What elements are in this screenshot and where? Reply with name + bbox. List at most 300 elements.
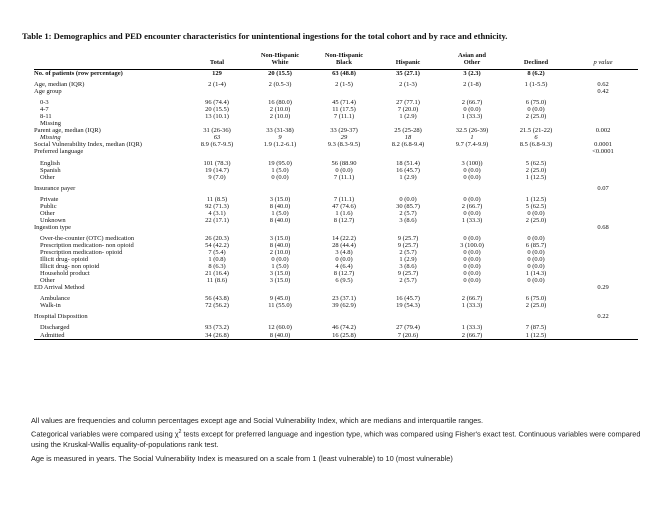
row-label: No. of patients (row percentage) <box>34 70 123 77</box>
table-row <box>34 256 638 263</box>
value-cell: 2 (1-8) <box>463 81 481 89</box>
table-row <box>34 210 638 217</box>
table-row <box>34 88 638 95</box>
value-cell: 0 (0.0) <box>463 195 481 203</box>
value-cell: 11 (8.5) <box>206 195 228 203</box>
p-value-cell <box>568 120 638 127</box>
value-cell: 1 (33.3) <box>461 324 483 332</box>
value-cell: 2 (5.7) <box>399 209 417 217</box>
p-value-cell <box>568 156 638 167</box>
p-value-cell <box>568 217 638 224</box>
value-cell: 31 (26-36) <box>203 127 231 135</box>
value-cell: 9 (25.7) <box>397 270 419 278</box>
p-value-cell <box>568 210 638 217</box>
value-cell <box>186 148 248 155</box>
value-cell: 16 (80.0) <box>268 99 292 107</box>
value-cell: 46 (74.2) <box>332 324 356 332</box>
value-cell: 3 (15.0) <box>269 195 291 203</box>
header-cell: Non-Hispanic White <box>260 52 300 66</box>
value-cell: 8 (12.7) <box>333 270 355 278</box>
value-cell: 96 (74.4) <box>205 99 229 107</box>
table-row <box>34 320 638 331</box>
value-cell: 6 (75.0) <box>525 295 547 303</box>
value-cell: 0 (0.0) <box>335 166 353 174</box>
value-cell: 3 (15.0) <box>269 277 291 285</box>
value-cell: 0 (0.0) <box>527 256 545 264</box>
value-cell: 5 (62.5) <box>525 159 547 167</box>
value-cell: 8 (40.0) <box>269 241 291 249</box>
table-row <box>34 217 638 224</box>
value-cell: 0 (0.0) <box>463 106 481 114</box>
value-cell: 0 (0.0) <box>463 249 481 257</box>
value-cell: 63 <box>213 134 221 142</box>
value-cell: 129 <box>212 70 222 77</box>
p-value-cell <box>568 249 638 256</box>
table-row <box>34 70 638 78</box>
table-row <box>34 141 638 148</box>
row-label: Other <box>40 277 55 285</box>
value-cell: 8.2 (6.8-9.4) <box>391 141 425 149</box>
value-cell <box>376 148 440 155</box>
value-cell: 1 (14.3) <box>525 270 547 278</box>
value-cell: 3 (8.6) <box>399 216 417 224</box>
row-label: Prescription medication- opioid <box>40 249 123 257</box>
row-label: Ingestion type <box>34 223 72 231</box>
value-cell: 72 (56.2) <box>205 302 229 310</box>
value-cell: 8 (40.0) <box>269 216 291 224</box>
value-cell: 7 (11.1) <box>333 173 355 181</box>
value-cell: 0 (0.0) <box>527 106 545 114</box>
p-value-cell <box>568 167 638 174</box>
table-row <box>34 134 638 141</box>
value-cell: 3 (100)) <box>461 159 483 167</box>
table-row <box>34 174 638 181</box>
value-cell: 1 (2.9) <box>399 113 417 121</box>
p-value-cell: 0.29 <box>597 284 609 292</box>
value-cell <box>376 284 440 291</box>
row-label: Other <box>40 209 55 217</box>
value-cell: 0 (0.0) <box>463 166 481 174</box>
value-cell: 2 (10.0) <box>269 106 291 114</box>
value-cell: 19 (14.7) <box>205 166 229 174</box>
value-cell: 16 (45.7) <box>396 166 420 174</box>
value-cell: 8 (6.3) <box>208 263 226 271</box>
p-value-cell <box>568 270 638 277</box>
row-label: Private <box>40 195 59 203</box>
value-cell: 0 (0.0) <box>463 277 481 285</box>
value-cell <box>440 88 504 95</box>
value-cell: 1 (5.0) <box>271 209 289 217</box>
value-cell: 1 (33.3) <box>461 302 483 310</box>
demographics-table-container <box>34 52 638 340</box>
row-label: Discharged <box>40 324 70 332</box>
row-label: English <box>40 159 60 167</box>
value-cell: 18 (51.4) <box>396 159 420 167</box>
row-label: 8-11 <box>40 113 52 121</box>
p-value-cell: 0.0001 <box>594 141 612 149</box>
value-cell: 39 (62.9) <box>332 302 356 310</box>
row-label: Age, median (IQR) <box>34 81 85 89</box>
value-cell: 3 (100.0) <box>460 241 484 249</box>
table-row <box>34 309 638 320</box>
value-cell: 9 (25.7) <box>397 241 419 249</box>
header-cell: Declined <box>523 59 549 66</box>
note-superscript: 2 <box>178 428 182 435</box>
table-row <box>34 120 638 127</box>
p-value-cell <box>568 134 638 141</box>
value-cell: 12 (60.0) <box>268 324 292 332</box>
p-value-cell <box>568 231 638 242</box>
value-cell: 11 (17.5) <box>332 106 356 114</box>
row-label: Other <box>40 173 55 181</box>
row-label: Missing <box>40 120 61 128</box>
value-cell: 2 (10.0) <box>269 249 291 257</box>
value-cell: 2 (5.7) <box>399 249 417 257</box>
table-row <box>34 249 638 256</box>
p-value-cell: 0.68 <box>597 223 609 231</box>
value-cell: 0 (0.0) <box>527 234 545 242</box>
value-cell: 6 (85.7) <box>525 241 547 249</box>
value-cell <box>248 88 312 95</box>
value-cell: 2 (10.0) <box>269 113 291 121</box>
p-value-cell <box>568 70 638 78</box>
row-label: Prescription medication- non opioid <box>40 241 134 249</box>
value-cell <box>504 181 568 192</box>
value-cell: 0 (0.0) <box>527 209 545 217</box>
value-cell: 9 (45.0) <box>269 295 291 303</box>
value-cell: 26 (20.3) <box>205 234 229 242</box>
table-row <box>34 113 638 120</box>
value-cell <box>312 284 376 291</box>
value-cell <box>504 284 568 291</box>
value-cell: 3 (15.0) <box>269 270 291 278</box>
value-cell: 4 (3.1) <box>208 209 226 217</box>
value-cell: 7 (87.5) <box>525 324 547 332</box>
table-row <box>34 127 638 134</box>
value-cell <box>376 309 440 320</box>
value-cell <box>248 284 312 291</box>
value-cell: 13 (10.1) <box>205 113 229 121</box>
value-cell: 20 (15.5) <box>268 70 292 77</box>
row-label: ED Arrival Method <box>34 284 85 292</box>
value-cell <box>504 224 568 231</box>
value-cell: 34 (26.8) <box>205 331 229 339</box>
value-cell: 2 (66.7) <box>461 99 483 107</box>
p-value-cell <box>568 113 638 120</box>
value-cell: 1 (0.8) <box>208 256 226 264</box>
p-value-cell <box>568 203 638 210</box>
value-cell: 21.5 (21-22) <box>519 127 553 135</box>
value-cell: 101 (78.3) <box>203 159 231 167</box>
value-cell <box>248 148 312 155</box>
value-cell <box>186 120 248 127</box>
value-cell: 16 (45.7) <box>396 295 420 303</box>
value-cell: 0 (0.0) <box>271 173 289 181</box>
p-value-cell: 0.22 <box>597 313 609 321</box>
table-caption: Table 1: Demographics and PED encounter characteristics for unintentional ingestions for the total cohort and by race and ethnicity. <box>22 31 508 41</box>
value-cell: 7 (11.1) <box>333 113 355 121</box>
value-cell: 56 (88.90 <box>331 159 357 167</box>
p-value-cell <box>568 242 638 249</box>
value-cell: 0 (0.0) <box>527 263 545 271</box>
table-row <box>34 284 638 291</box>
value-cell: 14 (22.2) <box>332 234 356 242</box>
row-label: Hospital Disposition <box>34 313 88 321</box>
value-cell: 9.7 (7.4-9.9) <box>455 141 489 149</box>
value-cell: 1 (1-5.5) <box>524 81 548 89</box>
value-cell: 8.5 (6.8-9.3) <box>519 141 553 149</box>
p-value-cell: 0.002 <box>595 127 611 135</box>
value-cell: 8 (6.2) <box>527 70 545 77</box>
value-cell: 92 (71.3) <box>205 202 229 210</box>
row-label: Ambulance <box>40 295 70 303</box>
value-cell: 19 (95.0) <box>268 159 292 167</box>
value-cell: 1 (12.5) <box>525 195 547 203</box>
row-label: 0-3 <box>40 99 49 107</box>
value-cell: 8 (40.0) <box>269 331 291 339</box>
value-cell <box>376 224 440 231</box>
value-cell <box>312 309 376 320</box>
value-cell <box>312 148 376 155</box>
value-cell <box>440 120 504 127</box>
table-row <box>34 242 638 249</box>
table-row <box>34 270 638 277</box>
p-value-cell <box>568 320 638 331</box>
value-cell: 0 (0.0) <box>463 209 481 217</box>
value-cell: 56 (43.8) <box>205 295 229 303</box>
table-row <box>34 77 638 88</box>
row-label: Admitted <box>40 331 65 339</box>
row-label: Illicit drug- non opioid <box>40 263 100 271</box>
row-label: Household product <box>40 270 90 278</box>
p-value-cell <box>568 291 638 302</box>
value-cell: 2 (66.7) <box>461 331 483 339</box>
value-cell: 0 (0.0) <box>527 249 545 257</box>
header-cell: Asian and Other <box>458 52 486 66</box>
value-cell: 6 (75.0) <box>525 99 547 107</box>
value-cell: 9 <box>278 134 282 142</box>
value-cell <box>440 284 504 291</box>
value-cell: 9.3 (8.3-9.5) <box>327 141 361 149</box>
row-label: Insurance payer <box>34 184 76 192</box>
value-cell: 0 (0.0) <box>463 173 481 181</box>
row-label: Parent age, median (IQR) <box>34 127 101 135</box>
value-cell: 7 (11.1) <box>333 195 355 203</box>
row-label: Spanish <box>40 166 61 174</box>
p-value-cell: <0.0001 <box>592 148 614 156</box>
table-row <box>34 277 638 284</box>
value-cell <box>312 88 376 95</box>
table-row <box>34 181 638 192</box>
value-cell: 2 (1-4) <box>208 81 226 89</box>
row-label: Unknown <box>40 216 66 224</box>
row-label: Over-the-counter (OTC) medication <box>40 234 135 242</box>
value-cell: 1 (5.0) <box>271 166 289 174</box>
value-cell: 6 (9.5) <box>335 277 353 285</box>
value-cell: 5 (62.5) <box>525 202 547 210</box>
value-cell: 0 (0.0) <box>463 256 481 264</box>
value-cell: 1 (12.5) <box>525 173 547 181</box>
table-row <box>34 148 638 155</box>
row-label: Illicit drug- opioid <box>40 256 89 264</box>
header-cell <box>34 52 186 70</box>
value-cell: 8.9 (6.7-9.5) <box>200 141 234 149</box>
value-cell: 2 (25.0) <box>525 302 547 310</box>
value-cell: 7 (5.4) <box>208 249 226 257</box>
value-cell: 1 (33.3) <box>461 216 483 224</box>
value-cell: 11 (55.0) <box>268 302 292 310</box>
value-cell <box>376 88 440 95</box>
value-cell <box>504 120 568 127</box>
p-value-cell <box>568 192 638 203</box>
p-value-cell <box>568 277 638 284</box>
value-cell: 2 (5.7) <box>399 277 417 285</box>
value-cell: 1 <box>470 134 474 142</box>
value-cell <box>312 181 376 192</box>
value-cell: 32.5 (26-39) <box>455 127 489 135</box>
value-cell: 3 (15.0) <box>269 234 291 242</box>
row-label: Preferred language <box>34 148 84 156</box>
value-cell: 19 (54.3) <box>396 302 420 310</box>
p-value-cell: 0.07 <box>597 184 609 192</box>
value-cell <box>504 309 568 320</box>
value-cell: 1.9 (1.2-6.1) <box>263 141 297 149</box>
table-body <box>34 70 638 339</box>
value-cell <box>248 120 312 127</box>
value-cell: 2 (66.7) <box>461 202 483 210</box>
table-bottom-rule <box>34 339 638 340</box>
p-value-cell <box>568 302 638 309</box>
note-line <box>31 427 645 451</box>
value-cell: 1 (12.5) <box>525 331 547 339</box>
value-cell <box>248 181 312 192</box>
value-cell: 22 (17.1) <box>205 216 229 224</box>
value-cell: 3 (2.3) <box>463 70 481 77</box>
value-cell: 0 (0.0) <box>463 234 481 242</box>
table-notes <box>31 416 645 469</box>
value-cell: 2 (25.0) <box>525 113 547 121</box>
value-cell <box>440 181 504 192</box>
table-row <box>34 167 638 174</box>
note-text: Categorical variables were compared using χ <box>31 429 179 439</box>
value-cell: 1 (1.6) <box>335 209 353 217</box>
value-cell <box>186 88 248 95</box>
value-cell: 29 <box>340 134 348 142</box>
value-cell: 33 (29-37) <box>330 127 358 135</box>
value-cell <box>376 181 440 192</box>
value-cell: 47 (74.6) <box>332 202 356 210</box>
value-cell: 4 (6.4) <box>335 263 353 271</box>
value-cell: 93 (73.2) <box>205 324 229 332</box>
table-row <box>34 192 638 203</box>
row-label: Walk-in <box>40 302 61 310</box>
note-text: tests except for preferred language and ingestion type, which was compared using Fisher's exact test. Continuous variables were compared using the Kruskal-Wallis equality-of-populations rank test. <box>31 429 641 449</box>
value-cell: 27 (77.1) <box>396 99 420 107</box>
value-cell: 6 <box>534 134 538 142</box>
table-row <box>34 263 638 270</box>
note-line: Age is measured in years. The Social Vulnerability Index is measured on a scale from 1 (least vulnerable) to 10 (most vulnerable) <box>31 454 453 464</box>
value-cell: 30 (85.7) <box>396 202 420 210</box>
p-value-cell <box>568 256 638 263</box>
value-cell <box>504 148 568 155</box>
value-cell: 35 (27.1) <box>396 70 420 77</box>
value-cell: 54 (42.2) <box>205 241 229 249</box>
note-line: All values are frequencies and column percentages except age and Social Vulnerability Index, which are medians and interquartile ranges. <box>31 416 484 425</box>
p-value-cell <box>568 263 638 270</box>
value-cell: 2 (0.5-3) <box>268 81 292 89</box>
value-cell: 18 <box>404 134 412 142</box>
value-cell <box>186 284 248 291</box>
value-cell <box>440 309 504 320</box>
p-value-cell <box>568 95 638 106</box>
value-cell: 16 (25.8) <box>332 331 356 339</box>
demographics-table <box>34 52 638 339</box>
value-cell: 27 (79.4) <box>396 324 420 332</box>
value-cell: 0 (0.0) <box>527 277 545 285</box>
value-cell <box>504 88 568 95</box>
value-cell: 33 (31-38) <box>266 127 294 135</box>
p-value-cell <box>568 106 638 113</box>
value-cell: 3 (8.6) <box>399 263 417 271</box>
header-cell: p value <box>593 59 613 66</box>
value-cell: 45 (71.4) <box>332 99 356 107</box>
table-row <box>34 231 638 242</box>
value-cell: 28 (44.4) <box>332 241 356 249</box>
value-cell <box>312 120 376 127</box>
table-header-row <box>34 52 638 70</box>
header-cell: Total <box>209 59 225 66</box>
value-cell: 0 (0.0) <box>399 195 417 203</box>
value-cell <box>186 224 248 231</box>
value-cell <box>248 309 312 320</box>
value-cell: 20 (15.5) <box>205 106 229 114</box>
table-row <box>34 291 638 302</box>
value-cell: 1 (33.3) <box>461 113 483 121</box>
value-cell: 21 (16.4) <box>205 270 229 278</box>
value-cell: 8 (12.7) <box>333 216 355 224</box>
value-cell: 25 (25-28) <box>394 127 422 135</box>
value-cell: 9 (7.0) <box>208 173 226 181</box>
value-cell: 0 (0.0) <box>463 263 481 271</box>
value-cell: 23 (37.1) <box>332 295 356 303</box>
value-cell: 3 (4.8) <box>335 249 353 257</box>
value-cell: 2 (1-5) <box>335 81 353 89</box>
value-cell: 0 (0.0) <box>335 256 353 264</box>
p-value-cell <box>568 332 638 339</box>
table-row <box>34 224 638 231</box>
value-cell: 2 (25.0) <box>525 166 547 174</box>
value-cell: 0 (0.0) <box>271 256 289 264</box>
value-cell: 0 (0.0) <box>463 270 481 278</box>
row-label: Missing <box>40 134 61 142</box>
value-cell: 11 (8.6) <box>206 277 228 285</box>
value-cell: 7 (20.6) <box>397 331 419 339</box>
value-cell: 7 (20.0) <box>397 106 419 114</box>
value-cell: 1 (2.9) <box>399 256 417 264</box>
row-label: Age group <box>34 88 62 96</box>
value-cell: 1 (5.0) <box>271 263 289 271</box>
table-row <box>34 106 638 113</box>
value-cell <box>186 309 248 320</box>
value-cell: 2 (1-3) <box>399 81 417 89</box>
table-row <box>34 156 638 167</box>
value-cell: 9 (25.7) <box>397 234 419 242</box>
p-value-cell <box>568 174 638 181</box>
value-cell: 1 (2.9) <box>399 173 417 181</box>
value-cell <box>440 148 504 155</box>
table-row <box>34 332 638 339</box>
value-cell: 63 (48.8) <box>332 70 356 77</box>
